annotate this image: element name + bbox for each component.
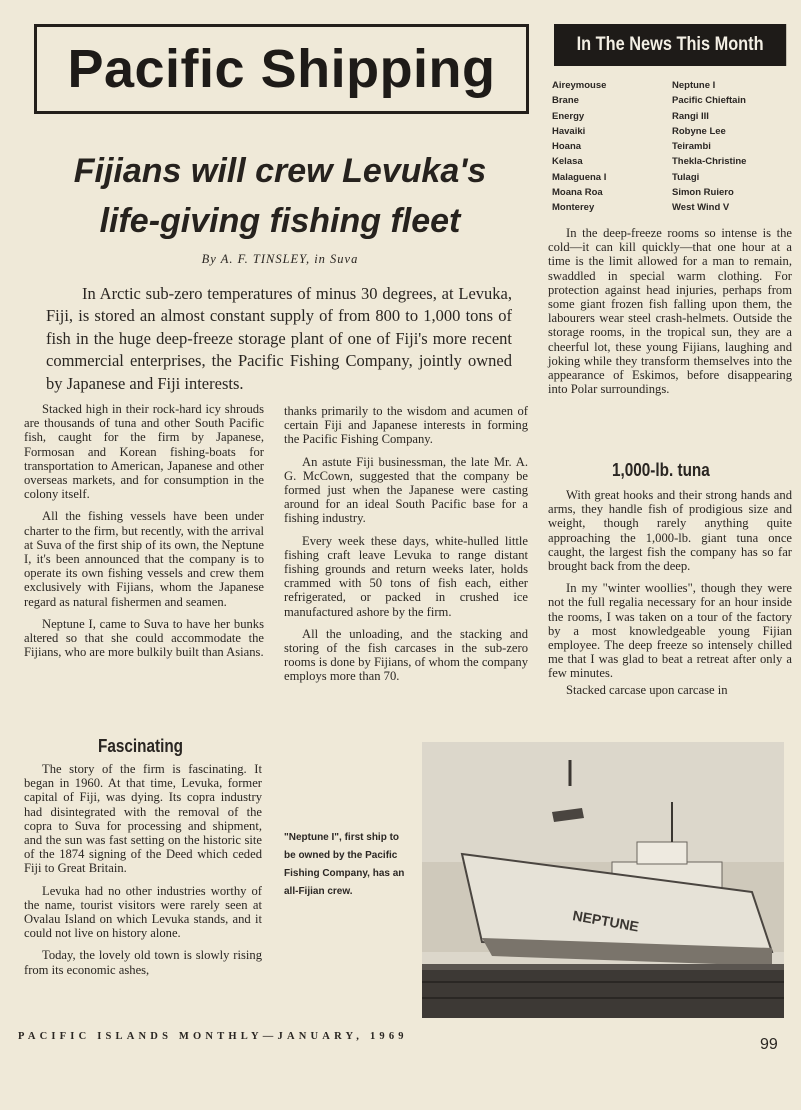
byline: By A. F. TINSLEY, in Suva [201,252,359,266]
news-item: West Wind V [672,202,730,214]
news-item: Simon Ruiero [672,187,734,199]
masthead-title: Pacific Shipping [67,39,496,99]
paragraph: All the unloading, and the stacking and storing of the fish carcases in the sub-zero rooms is done by Fijians, of whom the company employs more than 70. [284,626,528,684]
masthead-box [34,24,529,114]
lead-paragraph: In Arctic sub-zero temperatures of minus 30 degrees, at Levuka, Fiji, is stored an almost constant supply of from 800 to 1,000 tons of fish in the huge deep-freeze storage plant of one of Fiji's more recent commercial enterprises, the Pacific Fishing Company, jointly owned by Japanese and Fiji interests. [46,284,512,393]
headline-line-2: life-giving fishing fleet [99,202,461,240]
article-headline [70,146,490,246]
paragraph: Neptune I, came to Suva to have her bunks altered so that she could accommodate the Fijians, who are more bulkily built than Asians. [24,616,264,660]
news-item: Rangi III [672,110,709,122]
column-1 [24,402,264,667]
headline-line-1: Fijians will crew Levuka's [73,152,487,190]
paragraph: With great hooks and their strong hands and arms, they handle fish of prodigious size and weight, though rarely anything quite approaching the 1,000-lb. giant tuna once caught, the largest fish the company has so far brought back from the deep. [548,488,792,574]
news-item: Pacific Chieftain [672,95,746,107]
paragraph: Today, the lovely old town is slowly rising from its economic ashes, [24,948,262,977]
ship-photo-svg [422,742,784,1018]
news-item: Thekla-Christine [672,156,747,168]
news-item: Kelasa [552,156,583,168]
news-item: Brane [552,95,579,107]
news-item: Teirambi [672,141,711,153]
column-2 [284,404,528,692]
page-number: 99 [760,1036,778,1053]
page-footer: PACIFIC ISLANDS MONTHLY—JANUARY, 1969 [18,1031,408,1042]
paragraph: The story of the firm is fascinating. It began in 1960. At that time, Levuka, former capital of Fiji, was dying. Its copra industry had disintegrated with the removal of the copra to Suva for processing and shipment, and the sun was fast setting on the historic site of the 1874 signing of the Deed which ceded Fiji to Great Britain. [24,762,262,876]
paragraph: All the fishing vessels have been under charter to the firm, but recently, with the arrival at Suva of the first ship of its own, the Neptune I, it's been announced that the company is to operate its own fishing vessels and crew them exclusively with Fijians, whom the Japanese regard as natural fishermen and seamen. [24,509,264,609]
column-1b [24,762,262,985]
news-item: Monterey [552,202,595,214]
news-item: Aireymouse [552,80,607,91]
paragraph: In the deep-freeze rooms so intense is the cold—it can kill quickly—that one hour at a time is the limit allowed for a man to remain, swaddled in special warm clothing. For protection against head injuries, perhaps from some giant frozen fish falling upon them, the labourers wear steel crash-helmets. Outside the storage rooms, in the tropical sun, they are a cheerful lot, these young Fijians, laughing and joking while they transform themselves into the appearance of Eskimos, before disappearing into Polar surroundings. [548,226,792,397]
news-item: Energy [552,110,585,122]
photo-caption: "Neptune I", first ship to be owned by the Pacific Fishing Company, has an all-Fijian crew. [284,832,405,897]
news-item: Malaguena I [552,171,607,183]
news-item: Moana Roa [552,187,603,199]
news-item: Tulagi [672,171,700,183]
news-item: Neptune I [672,80,716,91]
news-box-header [554,24,786,66]
news-item: Havaiki [552,125,586,137]
hull-lettering: NEPTUNE [571,907,641,935]
paragraph: Every week these days, white-hulled little fishing craft leave Levuka to range distant fishing grounds and return weeks later, holds crammed with 50 tons of fish each, either refrigerated, or packed in crushed ice manufactured ashore by the firm. [284,533,528,619]
column-3b [548,488,792,705]
news-item: Hoana [552,141,582,153]
paragraph: Stacked high in their rock-hard icy shrouds are thousands of tuna and other South Pacific fish, caught for the firm by Japanese, Formosan and Korean fishing-boats for transportation to American, Japanese and other overseas markets, and for consumption in the colony itself. [24,402,264,502]
paragraph: thanks primarily to the wisdom and acumen of certain Fiji and Japanese interests in forming the Pacific Fishing Company. [284,404,528,447]
news-box-title: In The News This Month [576,34,764,55]
subhead-fascinating: Fascinating [98,736,184,756]
subhead-tuna: 1,000-lb. tuna [612,460,710,480]
paragraph: In my "winter woollies", though they were not the full regalia necessary for an hour inside the rooms, I was taken on a tour of the factory by a most knowledgeable young Fijian employee. The deep freeze so intensely chilled me that I was glad to beat a retreat after only a few minutes. [548,581,792,681]
paragraph: Levuka had no other industries worthy of the name, tourist visitors were rarely seen at Ovalau Island on which Levuka stands, and it could not live on history alone. [24,883,262,941]
paragraph: An astute Fiji businessman, the late Mr. A. G. McCown, suggested that the company be formed just when the Japanese were casting around for an ideal South Pacific base for a fishing industry. [284,454,528,526]
news-item: Robyne Lee [672,125,726,137]
column-3 [548,226,792,404]
paragraph: Stacked carcase upon carcase in [566,682,728,697]
news-list-right [672,78,792,216]
news-list-left [552,78,667,216]
ship-photo [422,742,784,1018]
